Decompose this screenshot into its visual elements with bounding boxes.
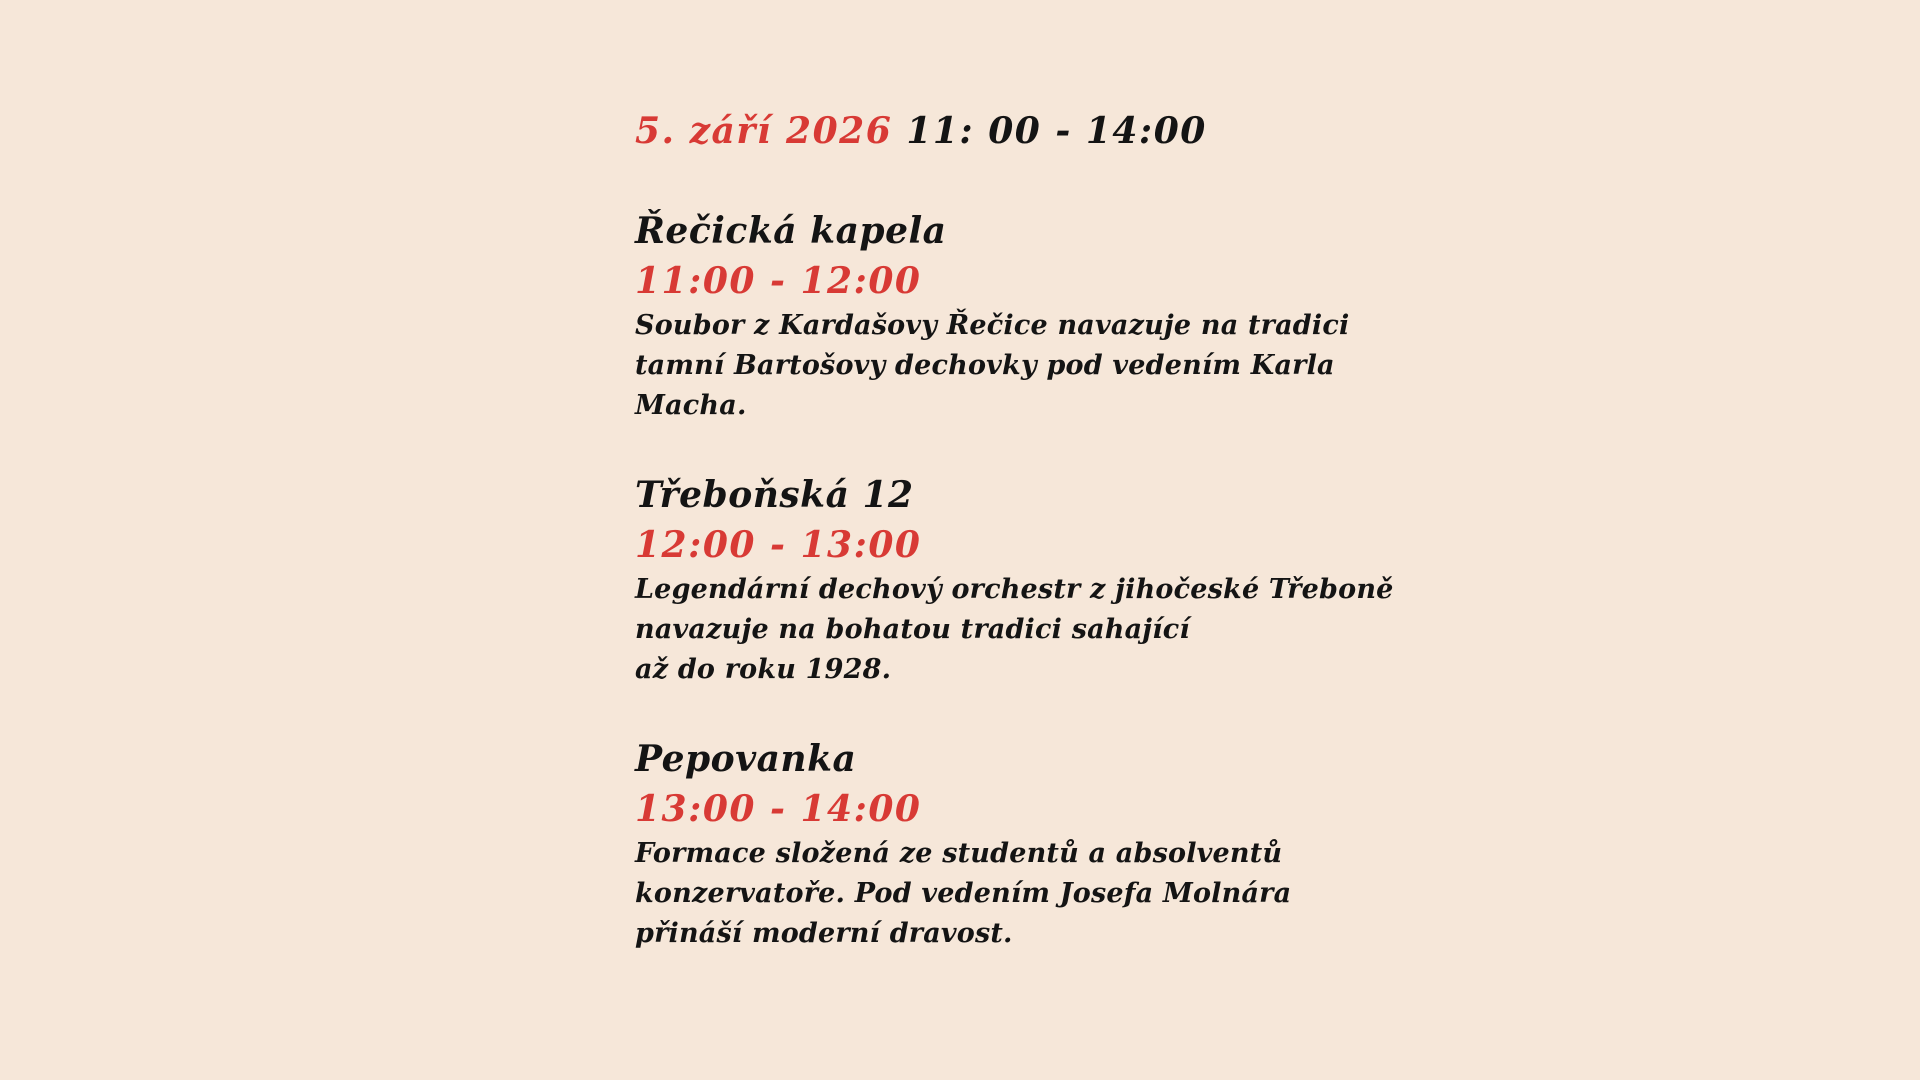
event-item [635,206,1395,426]
event-description: Legendární dechový orchestr z jihočeské Třeboně navazuje na bohatou tradici sahající až do roku 1928. [635,574,1394,685]
event-title: Třeboňská 12 [635,474,914,516]
event-title: Pepovanka [635,738,857,780]
event-time: 12:00 - 13:00 [635,524,922,566]
event-description: Soubor z Kardašovy Řečice navazuje na tradici tamní Bartošovy dechovky pod vedením Karla Macha. [635,310,1350,421]
event-description: Formace složená ze studentů a absolventů konzervatoře. Pod vedením Josefa Molnára přináší moderní dravost. [635,838,1292,949]
event-time: 13:00 - 14:00 [635,788,922,830]
program-header [635,104,1395,158]
event-title: Řečická kapela [635,210,947,252]
header-date: 5. září 2026 [635,110,893,152]
event-item [635,470,1395,690]
event-item [635,734,1395,954]
program-content [635,104,1395,998]
event-time: 11:00 - 12:00 [635,260,922,302]
header-time: 11: 00 - 14:00 [906,110,1207,152]
